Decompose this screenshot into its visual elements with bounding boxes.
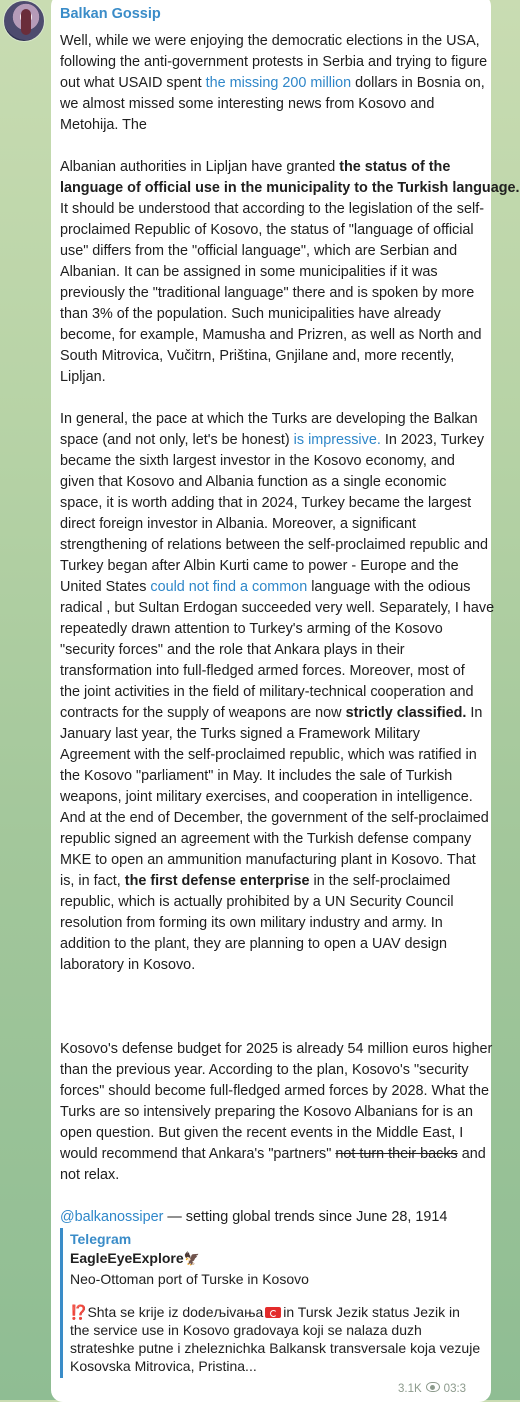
text-line: became the sixth largest investor in the Kosovo economy, and [60,453,455,469]
preview-line: Kosovska Mitrovica, Pristina... [70,1358,257,1374]
text-line: In general, the pace at which the Turks are developing the Balkan [60,411,478,427]
text-line: Turkey began after Albin Kurti came to power - Europe and the [60,558,459,574]
preview-line: ⁉️Shta se krije iz dodeљivaњa in Tursk Jezik status Jezik in [70,1304,460,1320]
preview-body [70,1303,490,1375]
text-line: Kosovo's defense budget for 2025 is already 54 million euros higher [60,1041,493,1057]
text-line: previously the "traditional language" there and is spoken by more [60,285,475,301]
exclamation-icon: ⁉️ [70,1304,88,1320]
text-line: out what USAID spent the missing 200 million dollars in Bosnia on, [60,75,485,91]
text-line: would recommend that Ankara's "partners" not turn their backs and [60,1146,486,1162]
preview-line: strateshke putne i zheleznichka Balkansk transversale koja vezuje [70,1340,481,1356]
text-line: Metohija. The [60,117,147,133]
channel-name[interactable]: Balkan Gossip [60,6,161,22]
preview-description: Neo-Ottoman port of Turske in Kosovo [70,1271,309,1287]
text-line: given that Kosovo and Albania function as a single economic [60,474,447,490]
text-line: January last year, the Turks signed a Framework Military [60,726,420,742]
text-line: Turks are so intensively preparing the Kosovo Albanians for is an [60,1104,474,1120]
text-line: than the previous year. According to the plan, Kosovo's "security [60,1062,469,1078]
text-line: than 3% of the population. Such municipalities have already [60,306,441,322]
text-line: It should be understood that according to the legislation of the self- [60,201,484,217]
text-line: republic, which is actually prohibited by a UN Security Council [60,894,454,910]
bold-text: the first defense enterprise [124,873,310,889]
bold-text: the status of the [339,159,451,175]
text-line: the Kosovo "parliament" in May. It includes the sale of Turkish [60,768,453,784]
text-line: not relax. [60,1167,120,1183]
message-meta [398,1382,466,1395]
text-line: we almost missed some interesting news from Kosovo and [60,96,435,112]
preview-title: EagleEyeExplore🦅 [70,1250,200,1266]
signature [60,1207,490,1228]
text-line: direct foreign investor in Albania. Moreover, a significant [60,516,416,532]
text-line: Agreement with the self-proclaimed republic, which was ratified in [60,747,477,763]
text-line: strengthening of relations between the self-proclaimed republic and [60,537,488,553]
paragraph-3 [60,409,495,976]
preview-site-name: Telegram [70,1231,132,1247]
text-line: space, it is worth adding that in 2024, Turkey became the largest [60,495,472,511]
text-line: Albanian. It can be assigned in some municipalities if it was [60,264,438,280]
view-count: 3.1K [398,1383,422,1395]
text-line: Lipljan. [60,369,106,385]
signature-tagline: — setting global trends since June 28, 1914 [163,1209,448,1225]
bold-text: strictly classified. [345,705,467,721]
text-line: forces" should become full-fledged armed forces by 2028. What the [60,1083,490,1099]
channel-handle-link[interactable]: @balkanossiper [60,1209,164,1225]
text-line: Well, while we were enjoying the democratic elections in the USA, [60,33,480,49]
text-line: is, in fact, the first defense enterprise in the self-proclaimed [60,873,451,889]
text-line: space (and not only, let's be honest) is impressive. In 2023, Turkey [60,432,485,448]
text-line: open question. But given the recent events in the Middle East, I [60,1125,464,1141]
turkey-flag-icon [265,1307,281,1318]
text-line: contracts for the supply of weapons are now strictly classified. In [60,705,483,721]
text-line: And at the end of December, the government of the self-proclaimed [60,810,489,826]
text-line: become, for example, Mamusha and Prizren, as well as North and [60,327,482,343]
inline-link[interactable]: is impressive. [293,432,381,448]
text-line: resolution from forming its own military industry and army. In [60,915,443,931]
eagle-icon: 🦅 [183,1251,200,1266]
preview-line: the service use in Kosovo gradovaya koji se nalaza duzh [70,1322,422,1338]
text-line: South Mitrovica, Vučitrn, Priština, Gnjilane and, more recently, [60,348,455,364]
text-line: laboratory in Kosovo. [60,957,196,973]
avatar-figure [21,9,31,35]
eye-icon [426,1382,440,1392]
link-preview[interactable] [60,1228,490,1378]
text-line: following the anti-government protests in Serbia and trying to figure [60,54,488,70]
text-line: use" differs from the "official language", which are Serbian and [60,243,458,259]
text-line: republic signed an agreement with the Turkish defense company [60,831,472,847]
paragraph-4 [60,1039,493,1186]
channel-avatar[interactable] [3,0,45,42]
text-line: weapons, joint military exercises, and cooperation in intelligence. [60,789,473,805]
inline-link[interactable]: could not find a common [150,579,308,595]
text-line: Albanian authorities in Lipljan have granted the status of the [60,159,451,175]
strikethrough-text: not turn their backs [335,1146,458,1162]
paragraph-1 [60,31,490,136]
paragraph-2 [60,157,520,388]
inline-link[interactable]: the missing 200 million [205,75,352,91]
text-line: "security forces" and the role that Ankara plays in their [60,642,405,658]
text-line: radical , but Sultan Erdogan succeeded very well. Separately, I have [60,600,495,616]
message-time: 03:3 [443,1383,467,1395]
text-line: addition to the plant, they are planning to open a UAV design [60,936,447,952]
text-line: proclaimed Republic of Kosovo, the status of "language of official [60,222,474,238]
text-line: language of official use in the municipality to the Turkish language. [60,180,520,196]
text-line: United States could not find a common language with the odious [60,579,471,595]
text-line: transformation into full-fledged armed forces. Moreover, most of [60,663,465,679]
text-line: MKE to open an ammunition manufacturing plant in Kosovo. That [60,852,476,868]
text-line: the joint activities in the field of military-technical cooperation and [60,684,474,700]
text-line: repeatedly drawn attention to Turkey's arming of the Kosovo [60,621,443,637]
